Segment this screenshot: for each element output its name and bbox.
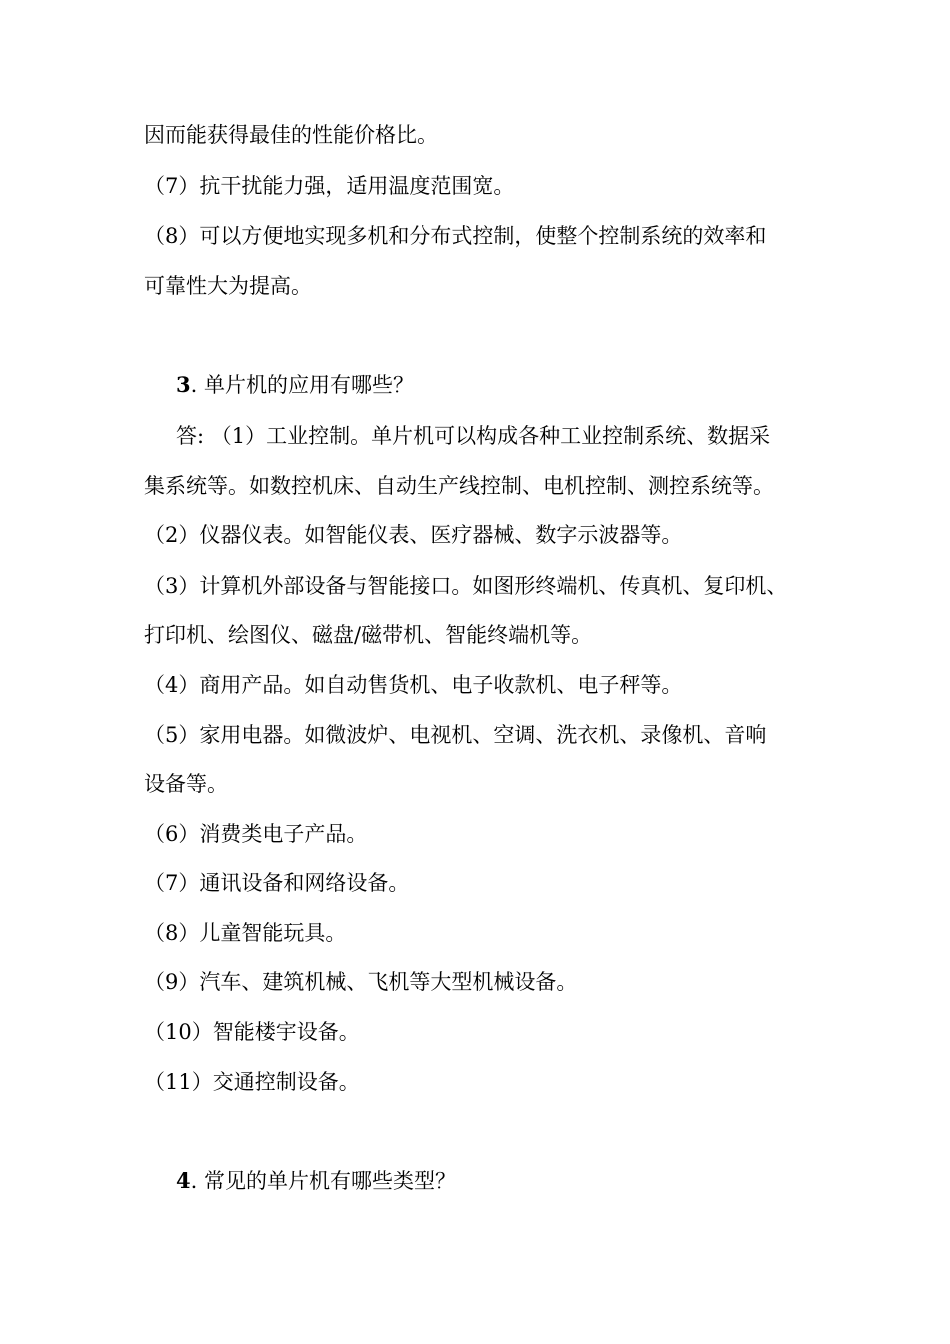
answer-line: 集系统等。如数控机床、自动生产线控制、电机控制、测控系统等。 (144, 474, 774, 498)
answer-line: 打印机、绘图仪、磁盘/磁带机、智能终端机等。 (144, 623, 593, 647)
question-text: . 单片机的应用有哪些？ (190, 373, 414, 397)
answer-line: （4）商用产品。如自动售货机、电子收款机、电子秤等。 (144, 673, 683, 697)
answer-line: （11）交通控制设备。 (144, 1070, 360, 1094)
answer-line: （9）汽车、建筑机械、飞机等大型机械设备。 (144, 970, 578, 994)
answer-line: （8）儿童智能玩具。 (144, 921, 347, 945)
answer-line: （3）计算机外部设备与智能接口。如图形终端机、传真机、复印机、 (144, 574, 788, 598)
paragraph-line: 因而能获得最佳的性能价格比。 (144, 123, 438, 147)
question-text: . 常见的单片机有哪些类型？ (190, 1169, 456, 1193)
list-item-7: （7）抗干扰能力强，适用温度范围宽。 (144, 174, 515, 198)
question-4-heading (176, 1168, 456, 1194)
answer-line: 设备等。 (144, 772, 228, 796)
answer-line: （10）智能楼宇设备。 (144, 1020, 360, 1044)
answer-line: 答: （1）工业控制。单片机可以构成各种工业控制系统、数据采 (176, 424, 771, 448)
question-number: 4 (176, 1168, 191, 1193)
answer-line: （6）消费类电子产品。 (144, 822, 368, 846)
question-3-heading (176, 372, 414, 398)
answer-line: （5）家用电器。如微波炉、电视机、空调、洗衣机、录像机、音响 (144, 723, 767, 747)
question-number: 3 (176, 372, 191, 397)
answer-line: （2）仪器仪表。如智能仪表、医疗器械、数字示波器等。 (144, 523, 683, 547)
list-item-8: （8）可以方便地实现多机和分布式控制，使整个控制系统的效率和 (144, 224, 767, 248)
list-item-8-continued: 可靠性大为提高。 (144, 274, 312, 298)
answer-line: （7）通讯设备和网络设备。 (144, 871, 410, 895)
